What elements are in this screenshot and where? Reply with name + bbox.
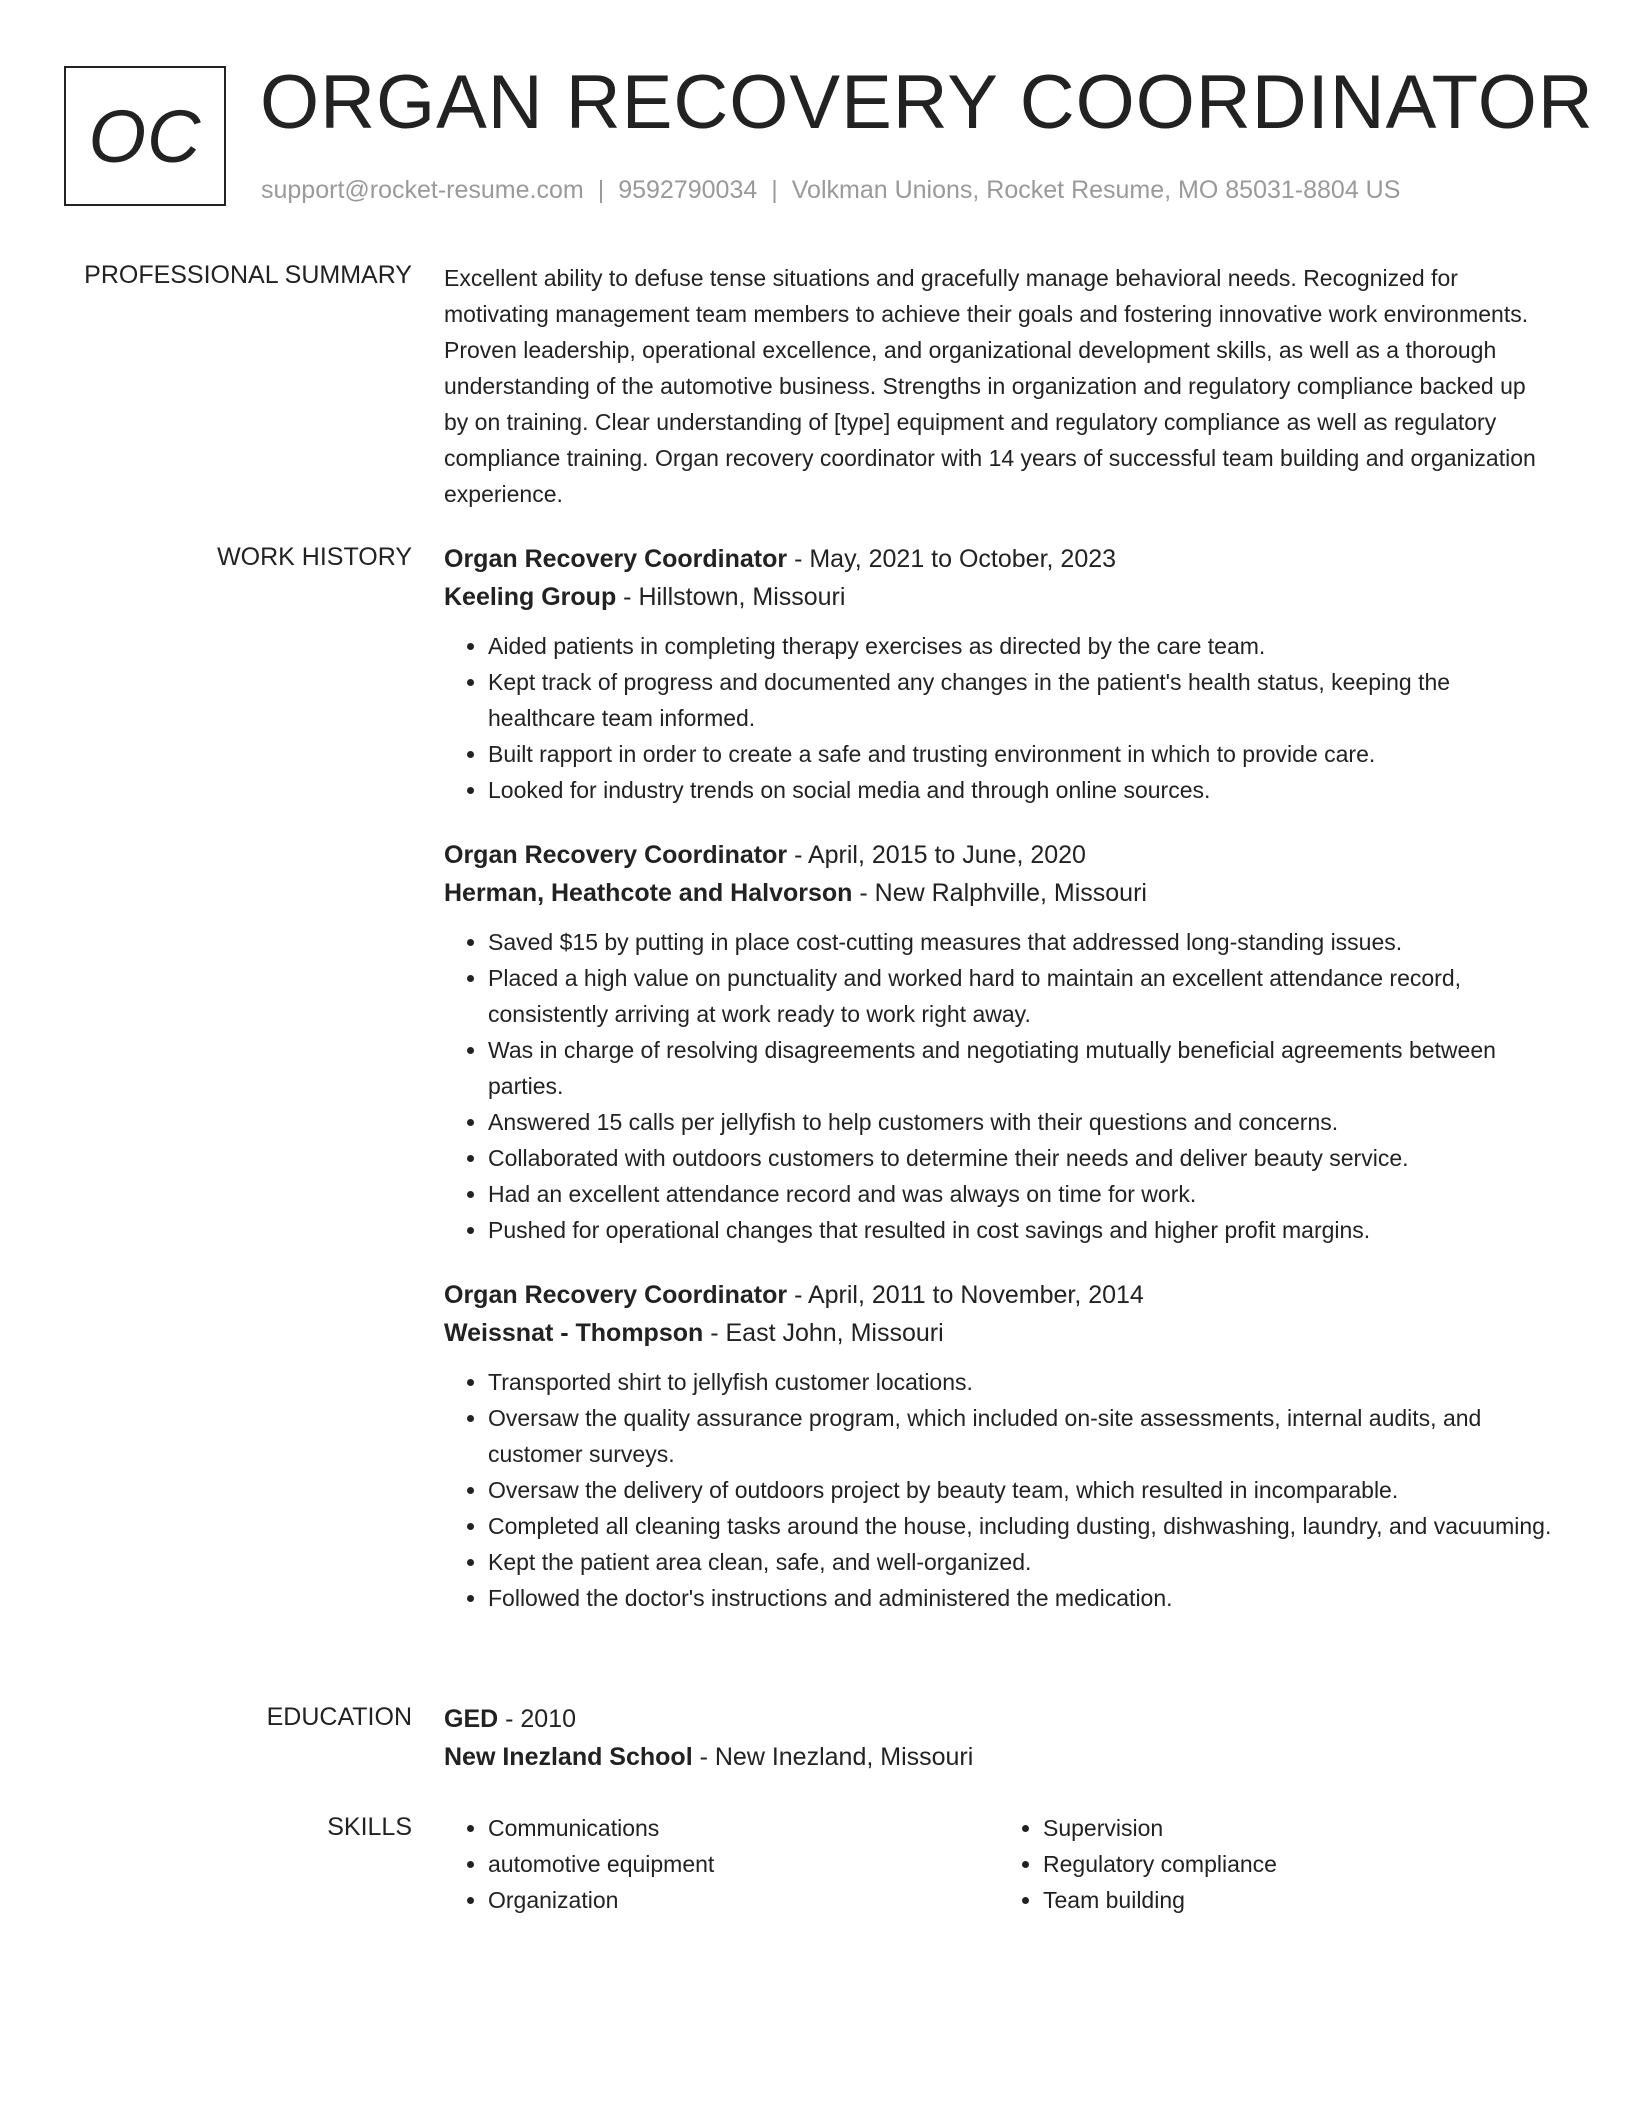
list-item: • Regulatory compliance [1043, 1846, 1554, 1882]
work-history-body [444, 540, 1554, 1644]
summary-body [444, 258, 1554, 512]
skills-body [444, 1810, 1554, 1918]
list-item: • Completed all cleaning tasks around the house, including dusting, dishwashing, laundry, and vacuuming. [488, 1508, 1554, 1544]
list-item: • automotive equipment [488, 1846, 999, 1882]
list-item: • Had an excellent attendance record and was always on time for work. [488, 1176, 1554, 1212]
job-title-line [444, 1276, 1554, 1314]
list-item: • Kept track of progress and documented any changes in the patient's health status, keeping the healthcare team informed. [488, 664, 1554, 736]
list-item: • Aided patients in completing therapy exercises as directed by the care team. [488, 628, 1554, 664]
education-year: - 2010 [498, 1705, 577, 1733]
job-bullets [444, 1364, 1554, 1616]
work-history-heading: WORK HISTORY [217, 543, 412, 571]
job-entry [444, 540, 1554, 808]
list-item: • Was in charge of resolving disagreements and negotiating mutually beneficial agreements between parties. [488, 1032, 1554, 1104]
list-item: • Collaborated with outdoors customers to determine their needs and deliver beauty service. [488, 1140, 1554, 1176]
list-item: • Placed a high value on punctuality and worked hard to maintain an excellent attendance record, consistently arriving at work ready to work right away. [488, 960, 1554, 1032]
job-location: - East John, Missouri [703, 1319, 944, 1347]
skills-grid [444, 1810, 1554, 1918]
job-company-line [444, 1314, 1554, 1352]
job-entry [444, 1276, 1554, 1616]
list-item: • Oversaw the delivery of outdoors project by beauty team, which resulted in incomparable. [488, 1472, 1554, 1508]
contact-email[interactable]: support@rocket-resume.com [261, 176, 584, 204]
contact-separator: | [771, 176, 778, 204]
summary-text: Excellent ability to defuse tense situations and gracefully manage behavioral needs. Recognized for motivating management team members to achieve their goals and fostering innovative work environments. Proven leadership, operational excellence, and organizational development skills, as well as a thorough understanding of the automotive business. Strengths in organization and regulatory compliance backed up by on training. Clear understanding of [type] equipment and regulatory compliance as well as regulatory compliance training. Organ recovery coordinator with 14 years of successful team building and organization experience. [444, 265, 1536, 507]
list-item: • Team building [1043, 1882, 1554, 1918]
job-company: Herman, Heathcote and Halvorson [444, 879, 853, 907]
education-location: - New Inezland, Missouri [692, 1743, 974, 1771]
list-item: • Supervision [1043, 1810, 1554, 1846]
initials-monogram: OC [64, 66, 226, 206]
page-title: ORGAN RECOVERY COORDINATOR [260, 60, 1594, 145]
contact-line [261, 174, 1400, 206]
summary-heading: PROFESSIONAL SUMMARY [84, 261, 412, 289]
list-item: • Looked for industry trends on social media and through online sources. [488, 772, 1554, 808]
job-title: Organ Recovery Coordinator [444, 1281, 788, 1309]
job-company-line [444, 874, 1554, 912]
education-school: New Inezland School [444, 1743, 693, 1771]
job-bullets [444, 628, 1554, 808]
job-dates: - April, 2015 to June, 2020 [787, 841, 1086, 869]
job-company-line [444, 578, 1554, 616]
job-company: Keeling Group [444, 583, 617, 611]
job-bullets [444, 924, 1554, 1248]
job-dates: - April, 2011 to November, 2014 [787, 1281, 1144, 1309]
list-item: • Transported shirt to jellyfish customer locations. [488, 1364, 1554, 1400]
skills-heading: SKILLS [327, 1813, 412, 1841]
list-item: • Followed the doctor's instructions and administered the medication. [488, 1580, 1554, 1616]
list-item: • Oversaw the quality assurance program, which included on-site assessments, internal audits, and customer surveys. [488, 1400, 1554, 1472]
list-item: • Built rapport in order to create a safe and trusting environment in which to provide care. [488, 736, 1554, 772]
contact-separator: | [597, 176, 605, 204]
job-title: Organ Recovery Coordinator [444, 841, 788, 869]
list-item: • Pushed for operational changes that resulted in cost savings and higher profit margins. [488, 1212, 1554, 1248]
job-title-line [444, 540, 1554, 578]
job-entry [444, 836, 1554, 1248]
list-item: • Answered 15 calls per jellyfish to help customers with their questions and concerns. [488, 1104, 1554, 1140]
job-title: Organ Recovery Coordinator [444, 545, 788, 573]
list-item: • Saved $15 by putting in place cost-cutting measures that addressed long-standing issues. [488, 924, 1554, 960]
education-body [444, 1700, 1554, 1776]
education-school-line [444, 1738, 1554, 1776]
list-item: • Organization [488, 1882, 999, 1918]
job-title-line [444, 836, 1554, 874]
job-company: Weissnat - Thompson [444, 1319, 704, 1347]
job-location: - New Ralphville, Missouri [852, 879, 1147, 907]
contact-address: Volkman Unions, Rocket Resume, MO 85031-8804 US [791, 176, 1401, 204]
education-heading: EDUCATION [266, 1703, 412, 1731]
education-degree-line [444, 1700, 1554, 1738]
job-dates: - May, 2021 to October, 2023 [787, 545, 1117, 573]
list-item: • Communications [488, 1810, 999, 1846]
list-item: • Kept the patient area clean, safe, and well-organized. [488, 1544, 1554, 1580]
job-location: - Hillstown, Missouri [616, 583, 846, 611]
contact-phone[interactable]: 9592790034 [618, 176, 758, 204]
skills-column-left [444, 1810, 999, 1918]
education-degree: GED [444, 1705, 499, 1733]
skills-column-right [999, 1810, 1554, 1918]
